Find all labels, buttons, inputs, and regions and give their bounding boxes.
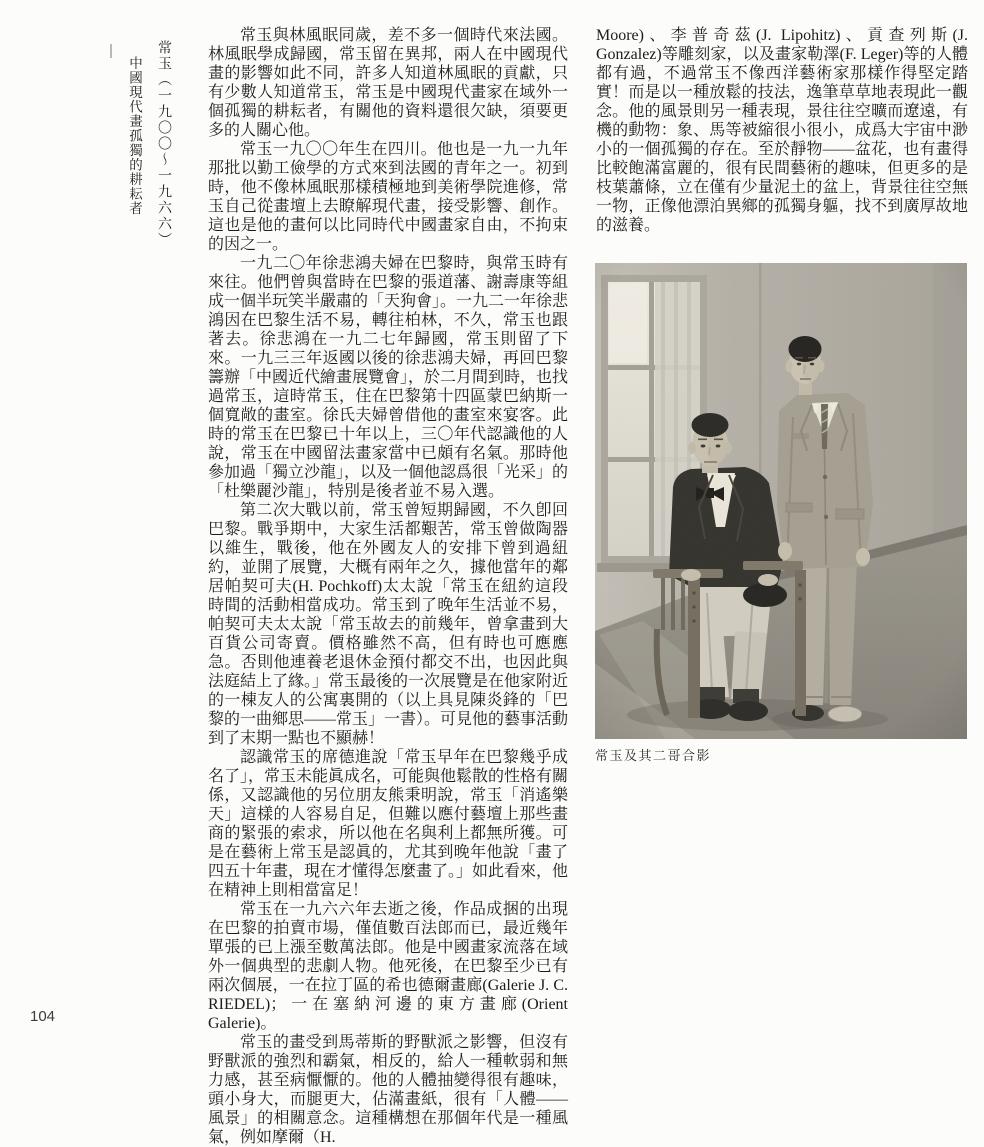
photo-figure	[595, 263, 967, 764]
paragraph: 一九二〇年徐悲鴻夫婦在巴黎時，與常玉時有來往。他們曾與當時在巴黎的張道藩、謝壽康等組成一個半玩笑半嚴肅的「天狗會」。一九二一年徐悲鴻因在巴黎生活不易，轉往柏林，不久，常玉也跟著去。徐悲鴻在一九二七年歸國，常玉則留了下來。一九三三年返國以後的徐悲鴻夫婦，再回巴黎籌辦「中國近代繪畫展覽會」，於二月間到時，也找過常玉，這時常玉，住在巴黎第十四區蒙巴納斯一個寬敞的畫室。徐氏夫婦曾借他的畫室來宴客。此時的常玉在巴黎已十年以上，三〇年代認識他的人說，常玉在中國留法畫家當中已頗有名氣。那時他參加過「獨立沙龍」，以及一個他認爲很「光采」的「杜樂麗沙龍」，特別是後者並不易入選。	[208, 255, 569, 500]
chapter-vertical-title	[124, 40, 173, 600]
photo-caption: 常玉及其二哥合影	[595, 748, 712, 763]
photo-sanyu-and-brother	[595, 263, 967, 739]
paragraph: 認識常玉的席德進說「常玉早年在巴黎幾乎成名了」，常玉未能眞成名，可能與他鬆散的性格有關係，又認識他的另位朋友熊秉明說，常玉「消遙樂天」這樣的人容易自足，但難以應付藝壇上那些畫商的緊張的索求，所以他在名與利上都無所獲。可是在藝術上常玉是認眞的，尤其到晚年他說「畫了四五十年畫，現在才懂得怎麼畫了。」如此看來，他在精神上則相當富足！	[208, 749, 569, 899]
title-line-artist-years: 常玉（一九〇〇～一九六六）	[156, 40, 171, 248]
article-column-right	[596, 26, 968, 235]
paragraph: 常玉在一九六六年去逝之後，作品成捆的出現在巴黎的拍賣市場，僅值數百法郎而已，最近幾年單張的已上漲至數萬法郎。他是中國畫家流落在域外一個典型的悲劇人物。他死後，在巴黎至少已有兩次個展，一在拉丁區的希也德爾畫廊(Galerie J. C. RIEDEL)；一在塞納河邊的東方畫廊(Orient Galerie)。	[208, 901, 568, 1032]
scan-artifact	[110, 44, 112, 58]
paragraph: 常玉一九〇〇年生在四川。他也是一九一九年那批以勤工儉學的方式來到法國的青年之一。初到時，他不像林風眠那樣積極地到美術學院進修，常玉自己從畫壇上去瞭解現代畫，接受影響、創作。這也是他的畫何以比同時代中國畫家自由，不拘束的因之一。	[208, 141, 568, 253]
page-number: 104	[30, 1008, 56, 1025]
paragraph: 常玉的畫受到馬蒂斯的野獸派之影響，但沒有野獸派的強烈和霸氣，相反的，給人一種軟弱和無力感，甚至病懨懨的。他的人體抽變得很有趣味，頭小身大，而腿更大，佔滿畫紙，很有「人體——風景」的相關意念。這種構想在那個年代是一種風氣，例如摩爾（H.	[208, 1034, 568, 1146]
title-line-subtitle: 中國現代畫孤獨的耕耘者	[127, 56, 142, 216]
article-column-left	[208, 26, 568, 1147]
paragraph: 常玉與林風眠同歲，差不多一個時代來法國。林風眠學成歸國，常玉留在異邦，兩人在中國現代畫的影響如此不同，許多人知道林風眠的貢獻，只有少數人知道常玉，常玉是中國現代畫家在域外一個孤獨的耕耘者，有關他的資料還很欠缺，須要更多的人關心他。	[208, 27, 568, 139]
paragraph: Moore)、李普奇茲(J. Lipohitz)、貢查列斯(J. Gonzalez)等雕刻家，以及畫家勒澤(F. Leger)等的人體都有過，不過常玉不像西洋藝術家那樣作得堅定踏實！而是以一種放鬆的技法，逸筆草草地表現此一觀念。他的風景則另一種表現，景往往空曠而遼遠，有機的動物：象、馬等被縮很小很小，成爲大宇宙中渺小的一個孤獨的存在。至於靜物——盆花，也有畫得比較飽滿富麗的，很有民間藝術的趣味，但更多的是枝葉蕭條，立在僅有少量泥土的盆上，背景往往空無一物，正像他漂泊異鄉的孤獨身軀，找不到廣厚故地的滋養。	[596, 27, 968, 234]
paragraph: 第二次大戰以前，常玉曾短期歸國，不久卽回巴黎。戰爭期中，大家生活都艱苦，常玉曾做陶器以維生，戰後，他在外國友人的安排下曾到過紐約，並開了展覽，大概有兩年之久，據他當年的鄰居帕契可夫(H. Pochkoff)太太說「常玉在紐約這段時間的活動相當成功。常玉到了晚年生活並不易，帕契可夫太太說「常玉故去的前幾年，曾拿畫到大百貨公司寄賣。價格雖然不高，但有時也可應應急。否則他連養老退休金預付都交不出，也因此與法庭結上了緣。」常玉最後的一次展覽是在他家附近的一棟友人的公寓裏開的（以上具見陳炎鋒的「巴黎的一曲鄉思——常玉」一書）。可見他的藝事活動到了末期一點也不顯赫！	[208, 502, 569, 747]
